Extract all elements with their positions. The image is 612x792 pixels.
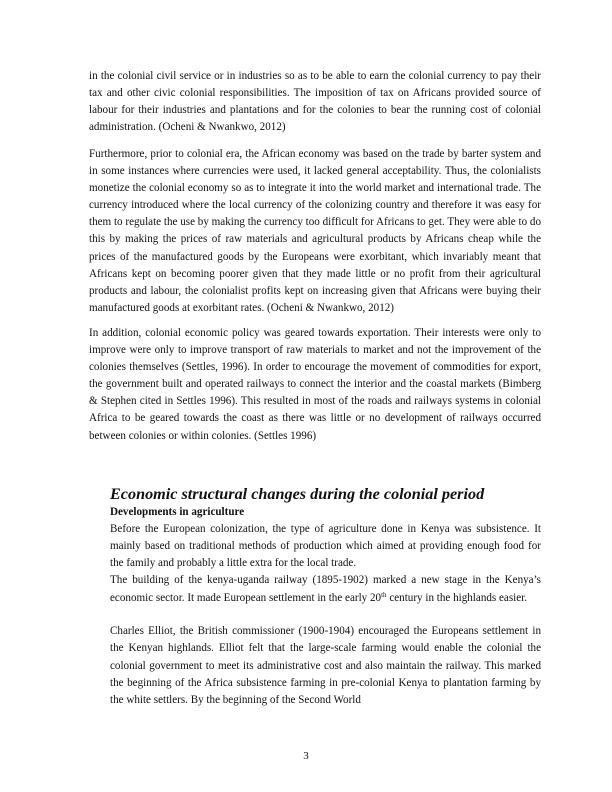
- paragraph-pre-colonial-agriculture: Before the European colonization, the type of agriculture done in Kenya was subsistence. It mainly based on traditional methods of production which aimed at providing enough food for the family and probably a little extra for the local trade.: [110, 522, 541, 570]
- section-economic-changes: [110, 484, 541, 709]
- railway-text-start: The building of the kenya-uganda railway (1895-1902) marked a new stage in the Kenya’s economic sector. It made European settlement in the early 20: [110, 574, 541, 604]
- paragraph-export-policy: In addition, colonial economic policy was geared towards exportation. Their interests were only to improve were only to improve transport of raw materials to market and not the improvement of the colonies themselves (Settles, 1996). In order to encourage the movement of commodities for export, the government built and operated railways to connect the interior and the coastal markets (Bimberg & Stephen cited in Settles 1996). This resulted in most of the roads and railways systems in colonial Africa to be geared towards the coast as there was little or no development of railways occurred between colonies or within colonies. (Settles 1996): [89, 327, 541, 442]
- subsection-title: Developments in agriculture: [110, 506, 245, 518]
- body-text-block: [89, 146, 541, 317]
- railway-text-end: century in the highlands easier.: [386, 591, 528, 604]
- paragraph-elliot: Charles Elliot, the British commissioner (1900-1904) encouraged the Europeans settlement in the Kenyan highlands. Elliot felt that the large-scale farming would enable the colonial the colonial government to meet its administrative cost and also maintain the railway. This marked the beginning of the Africa subsistence farming in pre-colonial Kenya to plantation farming by the white settlers. By the beginning of the Second World: [110, 624, 541, 707]
- ordinal-suffix: th: [381, 590, 387, 599]
- paragraph-railway: [110, 572, 541, 607]
- section-title: Economic structural changes during the colonial period: [110, 485, 485, 503]
- page-number: 3: [303, 750, 309, 762]
- body-text-block: [89, 325, 541, 445]
- paragraph-colonial-currency: Furthermore, prior to colonial era, the African economy was based on the trade by barter system and in some instances where currencies were used, it lacked general acceptability. Thus, the colonialists monetize the colonial economy so as to integrate it into the world market and international trade. The currency introduced where the local currency of the colonizing country and therefore it was easy for them to regulate the use by making the currency too difficult for Africans to get. They were able to do this by making the prices of raw materials and agricultural products by Africans cheap while the prices of the manufactured goods by the Europeans were exorbitant, which invariably meant that Africans kept on becoming poorer given that they made little or no profit from their agricultural products and labour, the colonialist profits kept on increasing given that Africans were buying their manufactured goods at exorbitant rates. (Ocheni & Nwankwo, 2012): [89, 148, 541, 314]
- paragraph-colonial-tax: in the colonial civil service or in industries so as to be able to earn the colonial currency to pay their tax and other civic colonial responsibilities. The imposition of tax on Africans provided source of labour for their industries and plantations and for the colonies to bear the running cost of colonial administration. (Ocheni & Nwankwo, 2012): [89, 70, 541, 134]
- body-text-block: [89, 68, 541, 136]
